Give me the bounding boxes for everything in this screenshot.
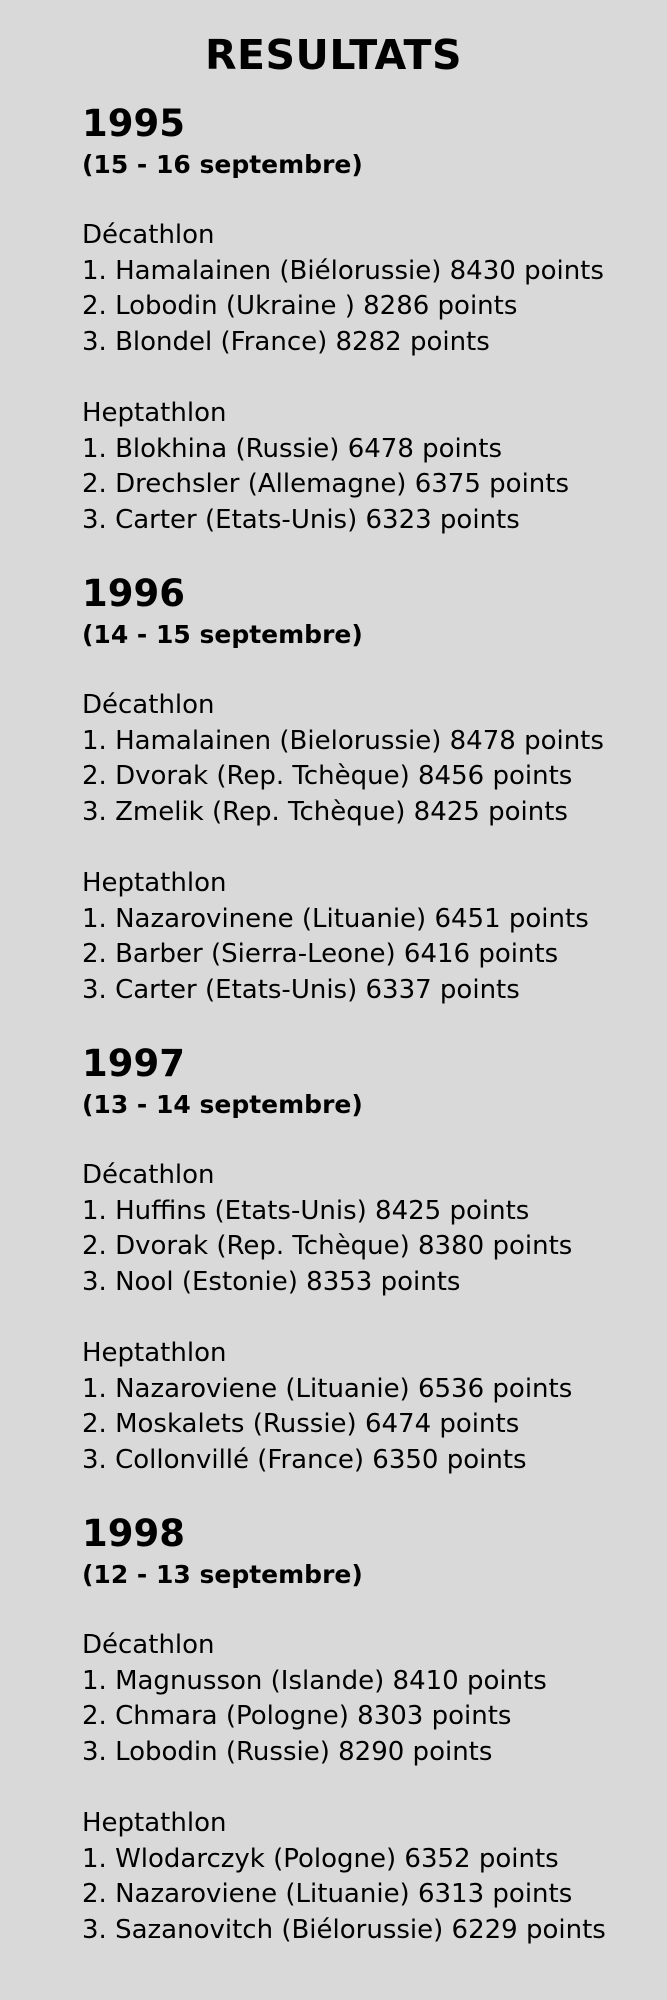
event-decathlon: [82, 1158, 667, 1300]
result-line: 2. Moskalets (Russie) 6474 points: [82, 1409, 520, 1439]
event-heptathlon: [82, 1336, 667, 1478]
result-line: 2. Dvorak (Rep. Tchèque) 8380 points: [82, 1231, 573, 1261]
result-line: 1. Huffins (Etats-Unis) 8425 points: [82, 1195, 530, 1226]
result-line: 1. Blokhina (Russie) 6478 points: [82, 433, 502, 464]
event-heptathlon: [82, 1806, 667, 1948]
year-heading: 1998: [82, 1512, 185, 1555]
event-name: Heptathlon: [82, 398, 227, 428]
result-line: 2. Dvorak (Rep. Tchèque) 8456 points: [82, 761, 573, 791]
year-section-1995: [82, 102, 667, 538]
result-line: 3. Carter (Etats-Unis) 6323 points: [82, 504, 520, 535]
event-name: Heptathlon: [82, 1808, 227, 1838]
result-line: 1. Nazarovinene (Lituanie) 6451 points: [82, 903, 589, 934]
result-line: 2. Lobodin (Ukraine ) 8286 points: [82, 291, 518, 321]
result-line: 3. Carter (Etats-Unis) 6337 points: [82, 974, 520, 1005]
year-dates: (15 - 16 septembre): [82, 150, 363, 179]
result-line: 2. Nazaroviene (Lituanie) 6313 points: [82, 1879, 573, 1909]
event-name: Décathlon: [82, 1160, 215, 1190]
event-decathlon: [82, 688, 667, 830]
year-dates: (14 - 15 septembre): [82, 620, 363, 649]
event-name: Heptathlon: [82, 1338, 227, 1368]
results-content: [82, 102, 667, 1948]
result-line: 3. Zmelik (Rep. Tchèque) 8425 points: [82, 796, 568, 827]
result-line: 3. Lobodin (Russie) 8290 points: [82, 1736, 493, 1767]
year-section-1996: [82, 572, 667, 1008]
result-line: 2. Chmara (Pologne) 8303 points: [82, 1701, 512, 1731]
event-decathlon: [82, 218, 667, 360]
page-title: RESULTATS: [204, 31, 463, 79]
result-line: 3. Sazanovitch (Biélorussie) 6229 points: [82, 1914, 606, 1945]
event-heptathlon: [82, 396, 667, 538]
event-name: Décathlon: [82, 690, 215, 720]
event-heptathlon: [82, 866, 667, 1008]
result-line: 1. Hamalainen (Bielorussie) 8478 points: [82, 725, 604, 756]
event-name: Heptathlon: [82, 868, 227, 898]
result-line: 1. Magnusson (Islande) 8410 points: [82, 1665, 547, 1696]
year-section-1997: [82, 1042, 667, 1478]
result-line: 2. Barber (Sierra-Leone) 6416 points: [82, 939, 559, 969]
year-dates: (13 - 14 septembre): [82, 1090, 363, 1119]
year-heading: 1995: [82, 102, 185, 145]
event-name: Décathlon: [82, 1630, 215, 1660]
result-line: 3. Blondel (France) 8282 points: [82, 326, 490, 357]
result-line: 3. Collonvillé (France) 6350 points: [82, 1444, 527, 1475]
event-name: Décathlon: [82, 220, 215, 250]
year-heading: 1997: [82, 1042, 185, 1085]
result-line: 3. Nool (Estonie) 8353 points: [82, 1266, 461, 1297]
year-heading: 1996: [82, 572, 185, 615]
result-line: 2. Drechsler (Allemagne) 6375 points: [82, 469, 570, 499]
year-section-1998: [82, 1512, 667, 1948]
result-line: 1. Wlodarczyk (Pologne) 6352 points: [82, 1843, 559, 1874]
event-decathlon: [82, 1628, 667, 1770]
result-line: 1. Nazaroviene (Lituanie) 6536 points: [82, 1373, 573, 1404]
year-dates: (12 - 13 septembre): [82, 1560, 363, 1589]
result-line: 1. Hamalainen (Biélorussie) 8430 points: [82, 255, 604, 286]
